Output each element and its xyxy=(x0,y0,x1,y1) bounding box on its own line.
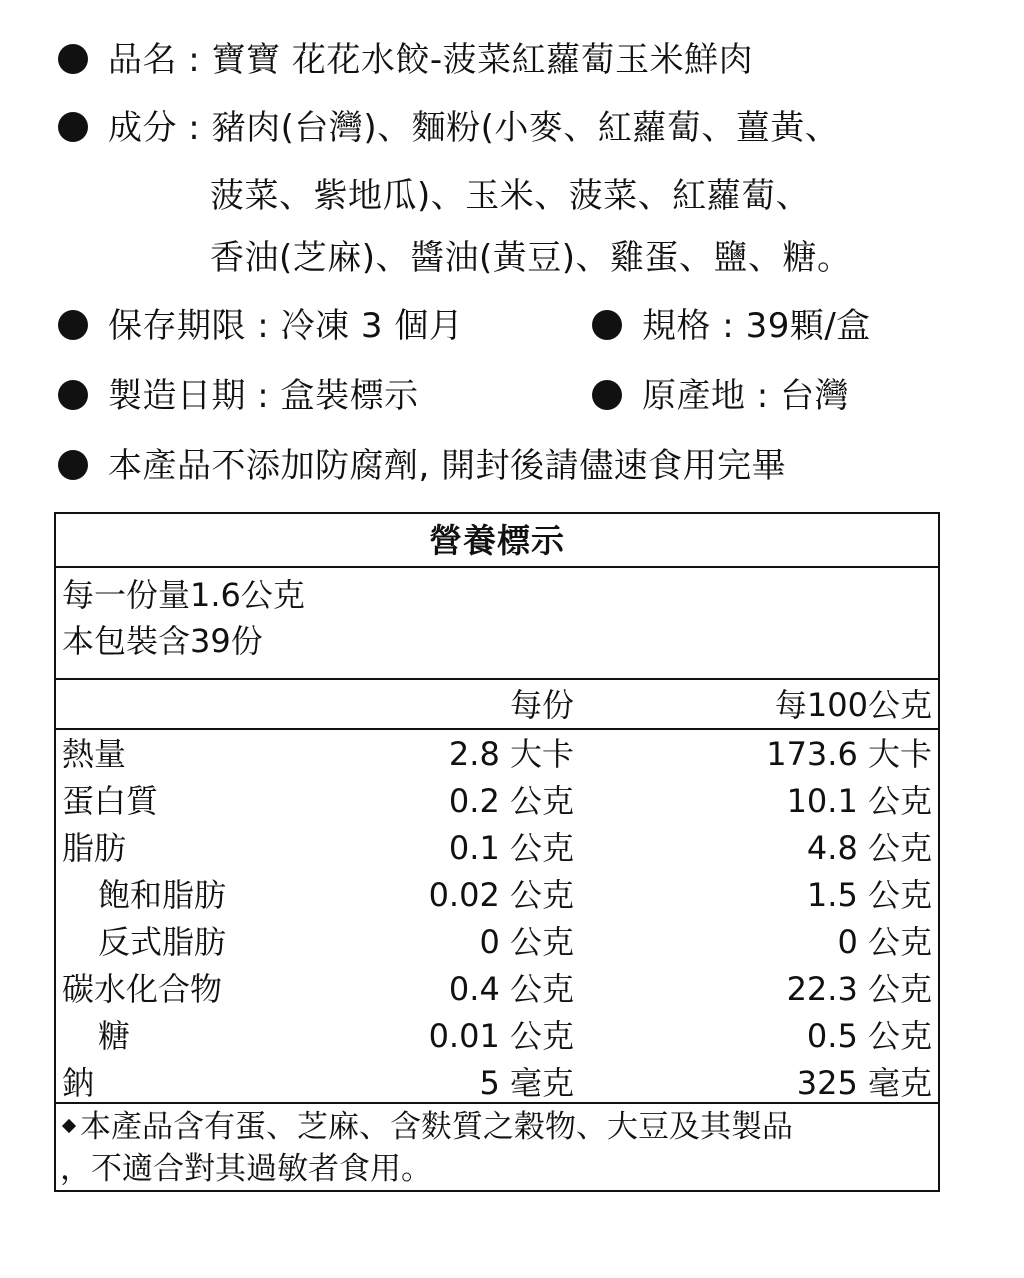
table-row xyxy=(56,965,938,1013)
allergen-line-2: ，不適合對其過敏者食用。 xyxy=(60,1151,432,1187)
ingredients-label: 成分 : xyxy=(108,108,201,148)
per-serving-value: 0.02 公克 xyxy=(428,876,574,914)
col-per-serving: 每份 xyxy=(509,686,574,724)
per-100g-value: 325 毫克 xyxy=(796,1064,932,1102)
nutrient-name: 脂肪 xyxy=(62,829,127,867)
product-name-line xyxy=(58,40,753,80)
bullet-icon xyxy=(58,450,88,480)
origin-value: 台灣 xyxy=(780,376,850,416)
nutrient-name: 蛋白質 xyxy=(62,782,159,820)
bullet-icon xyxy=(58,44,88,74)
per-100g-value: 0.5 公克 xyxy=(806,1017,932,1055)
notice-text: 本產品不添加防腐劑, 開封後請儘速食用完畢 xyxy=(108,446,787,486)
spec-value: 39顆/盒 xyxy=(745,306,871,346)
nutrition-rows xyxy=(56,730,938,1102)
per-100g-value: 10.1 公克 xyxy=(786,782,932,820)
per-serving-value: 2.8 大卡 xyxy=(448,735,574,773)
nutrient-name: 糖 xyxy=(98,1017,131,1055)
ingredients-line-2: 菠菜、紫地瓜)、玉米、菠菜、紅蘿蔔、 xyxy=(210,176,811,216)
mfg-date-label: 製造日期 : xyxy=(108,376,270,416)
table-row xyxy=(56,1012,938,1060)
bullet-icon xyxy=(58,380,88,410)
spec-label: 規格 : xyxy=(642,306,735,346)
shelf-life-label: 保存期限 : xyxy=(108,306,270,346)
ingredients-line-1: 豬肉(台灣)、麵粉(小麥、紅蘿蔔、薑黃、 xyxy=(211,108,840,148)
ingredients-line-3: 香油(芝麻)、醬油(黃豆)、雞蛋、鹽、糖。 xyxy=(210,238,852,278)
product-name-value: 寶寶 花花水餃-菠菜紅蘿蔔玉米鮮肉 xyxy=(211,40,754,80)
mfg-date-line xyxy=(58,376,419,416)
per-serving-value: 0.2 公克 xyxy=(448,782,574,820)
serving-size: 每一份量1.6公克 xyxy=(62,576,305,614)
per-100g-value: 1.5 公克 xyxy=(806,876,932,914)
diamond-icon xyxy=(62,1119,76,1133)
shelf-life-line xyxy=(58,306,463,346)
notice-line xyxy=(58,446,786,486)
nutrition-table xyxy=(54,512,940,1192)
per-serving-value: 5 毫克 xyxy=(479,1064,574,1102)
column-header xyxy=(56,680,938,730)
per-serving-value: 0.01 公克 xyxy=(428,1017,574,1055)
nutrient-name: 反式脂肪 xyxy=(98,923,227,961)
allergen-line-1: 本產品含有蛋、芝麻、含麩質之穀物、大豆及其製品 xyxy=(80,1109,793,1145)
per-100g-value: 22.3 公克 xyxy=(786,970,932,1008)
table-row xyxy=(56,871,938,919)
bullet-icon xyxy=(58,112,88,142)
per-100g-value: 173.6 大卡 xyxy=(766,735,932,773)
shelf-life-value: 冷凍 3 個月 xyxy=(280,306,464,346)
nutrient-name: 飽和脂肪 xyxy=(98,876,227,914)
per-serving-value: 0.1 公克 xyxy=(448,829,574,867)
table-row xyxy=(56,730,938,778)
bullet-icon xyxy=(58,310,88,340)
mfg-date-value: 盒裝標示 xyxy=(280,376,419,416)
serving-info xyxy=(56,568,938,680)
table-row xyxy=(56,918,938,966)
origin-label: 原產地 : xyxy=(642,376,769,416)
allergen-notice xyxy=(56,1102,938,1190)
table-row xyxy=(56,777,938,825)
nutrient-name: 熱量 xyxy=(62,735,127,773)
nutrition-title: 營養標示 xyxy=(56,514,938,568)
per-100g-value: 4.8 公克 xyxy=(806,829,932,867)
origin-line xyxy=(592,376,849,416)
nutrient-name: 碳水化合物 xyxy=(62,970,223,1008)
spec-line xyxy=(592,306,871,346)
product-name-label: 品名 : xyxy=(108,40,201,80)
per-serving-value: 0.4 公克 xyxy=(448,970,574,1008)
servings-per-package: 本包裝含39份 xyxy=(62,622,263,660)
bullet-icon xyxy=(592,310,622,340)
ingredients-line xyxy=(58,108,839,148)
table-row xyxy=(56,1059,938,1107)
nutrient-name: 鈉 xyxy=(62,1064,95,1102)
per-serving-value: 0 公克 xyxy=(479,923,574,961)
col-per-100g: 每100公克 xyxy=(774,686,932,724)
bullet-icon xyxy=(592,380,622,410)
table-row xyxy=(56,824,938,872)
per-100g-value: 0 公克 xyxy=(837,923,932,961)
